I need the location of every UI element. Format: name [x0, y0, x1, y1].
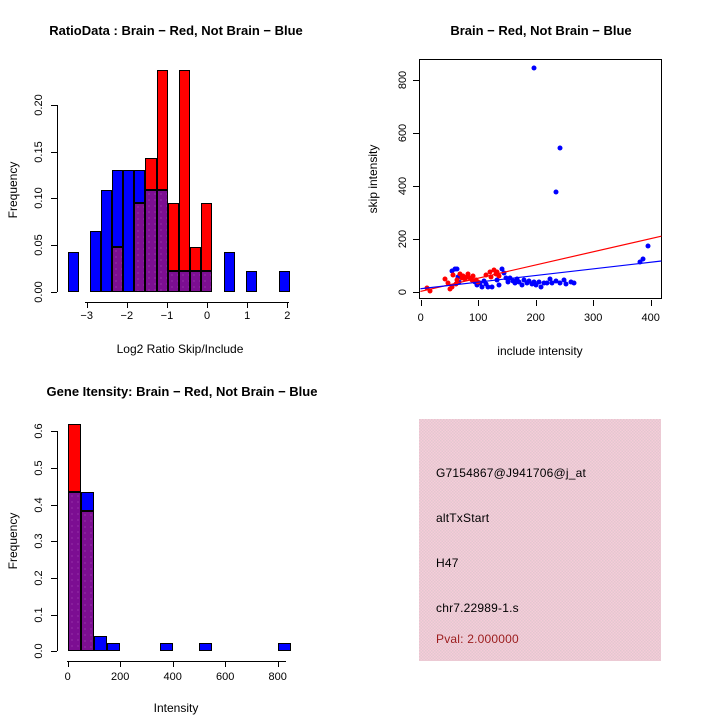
x-axis-tick: [68, 661, 69, 667]
scatter-title: Brain − Red, Not Brain − Blue: [450, 23, 632, 38]
hist-bar-blue: [112, 170, 123, 247]
hist-bar-red: [168, 203, 179, 271]
hist-bar-overlap: [168, 271, 179, 292]
x-axis-tick: [207, 302, 208, 308]
hist-bar-blue: [134, 170, 145, 203]
x-axis-tick: [87, 302, 88, 308]
hist-bar-blue: [160, 643, 173, 651]
x-axis-tick: [247, 302, 248, 308]
x-axis-tick: [167, 302, 168, 308]
x-tick-label: 200: [111, 671, 130, 683]
y-tick-label: 0.0: [33, 643, 45, 659]
y-axis-tick: [51, 578, 57, 579]
ratio-hist-xlabel: Log2 Ratio Skip/Include: [116, 342, 244, 356]
hist-bar-overlap: [179, 271, 190, 292]
y-tick-label: 0.2: [33, 570, 45, 586]
x-axis-tick: [651, 300, 652, 306]
y-axis-line: [57, 431, 58, 651]
hist-bar-blue: [68, 252, 79, 292]
hist-bar-blue: [94, 636, 107, 652]
x-tick-label: 0: [203, 310, 211, 322]
x-tick-label: 300: [584, 312, 603, 324]
hist-bar-overlap: [157, 190, 168, 292]
y-tick-label: 0.3: [33, 533, 45, 549]
gene-hist-title: Gene Itensity: Brain − Red, Not Brain − Blue: [46, 384, 318, 399]
info-box: [419, 419, 661, 661]
y-axis-tick: [51, 505, 57, 506]
y-tick-label: 400: [397, 176, 409, 196]
probe-id-text: G7154867@J941706@j_at: [436, 466, 587, 480]
y-tick-label: 600: [397, 123, 409, 143]
x-tick-label: 0: [417, 312, 424, 324]
hist-bar-blue: [90, 231, 101, 292]
hist-bar-red: [68, 424, 81, 492]
hist-bar-red: [201, 203, 212, 271]
scatter-xlabel: include intensity: [497, 344, 583, 358]
y-tick-label: 0.20: [33, 94, 45, 116]
y-axis-tick: [51, 105, 57, 106]
ratio-hist-title: RatioData : Brain − Red, Not Brain − Blue: [49, 23, 303, 38]
gene-hist-xlabel: Intensity: [153, 701, 199, 715]
y-axis-line: [57, 105, 58, 292]
y-tick-label: 0: [397, 288, 409, 295]
hist-bar-blue: [224, 252, 235, 292]
event-type-text: altTxStart: [436, 511, 490, 525]
x-tick-label: 400: [163, 671, 182, 683]
y-tick-label: 800: [397, 71, 409, 90]
y-tick-label: 0.5: [33, 460, 45, 476]
hist-bar-red: [179, 70, 190, 272]
x-axis-line: [85, 302, 289, 303]
y-tick-label: 0.1: [33, 606, 45, 623]
x-axis-tick: [120, 661, 121, 667]
hist-bar-overlap: [190, 271, 201, 292]
y-tick-label: 0.05: [33, 234, 45, 256]
brain-fit-line: [421, 236, 662, 291]
hist-bar-blue: [199, 643, 212, 651]
sample-id-text: H47: [436, 556, 459, 570]
x-axis-tick: [127, 302, 128, 308]
y-tick-label: 0.00: [33, 280, 45, 303]
hist-bar-overlap: [81, 511, 94, 651]
y-tick-label: 0.4: [33, 496, 45, 513]
fit-lines-svg: [419, 59, 661, 299]
x-axis-tick: [173, 661, 174, 667]
location-text: chr7.22989-1.s: [436, 601, 519, 615]
x-axis-tick: [225, 661, 226, 667]
y-tick-label: 200: [397, 229, 409, 249]
ratio-hist-ylabel: Frequency: [6, 161, 20, 219]
x-tick-label: −1: [160, 310, 174, 322]
x-tick-label: 1: [244, 310, 251, 322]
y-axis-tick: [51, 651, 57, 652]
x-axis-tick: [478, 300, 479, 306]
notbrain-fit-line: [421, 261, 662, 289]
x-tick-label: 400: [641, 312, 660, 324]
y-axis-tick: [51, 152, 57, 153]
hist-bar-blue: [278, 643, 291, 651]
x-tick-label: 100: [469, 312, 488, 324]
y-axis-tick: [51, 468, 57, 469]
x-tick-label: 800: [268, 671, 287, 683]
hist-bar-overlap: [201, 271, 212, 292]
scatter-ylabel: skip intensity: [366, 144, 380, 214]
hist-bar-blue: [81, 492, 94, 512]
y-axis-tick: [51, 198, 57, 199]
y-axis-tick: [51, 541, 57, 542]
hist-bar-blue: [101, 190, 112, 292]
hist-bar-red: [157, 70, 168, 190]
x-tick-label: −3: [80, 310, 93, 322]
hist-bar-overlap: [112, 247, 123, 292]
x-axis-tick: [421, 300, 422, 306]
x-tick-label: −2: [120, 310, 134, 322]
hist-bar-blue: [123, 170, 134, 291]
x-tick-label: 2: [284, 310, 291, 322]
y-axis-tick: [51, 615, 57, 616]
y-tick-label: 0.6: [33, 423, 45, 439]
hist-bar-overlap: [145, 190, 156, 292]
x-tick-label: 600: [216, 671, 235, 683]
hist-bar-overlap: [134, 203, 145, 292]
x-axis-tick: [278, 661, 279, 667]
x-axis-tick: [536, 300, 537, 306]
y-tick-label: 0.10: [33, 187, 45, 210]
pval-text: Pval: 2.000000: [436, 632, 519, 646]
hist-bar-blue: [279, 271, 290, 292]
hist-bar-blue: [246, 271, 257, 292]
hist-bar-red: [145, 158, 156, 190]
x-axis-line: [67, 661, 286, 662]
y-axis-tick: [51, 431, 57, 432]
hist-bar-red: [190, 247, 201, 271]
y-axis-tick: [51, 245, 57, 246]
x-tick-label: 0: [64, 671, 71, 683]
hist-bar-overlap: [68, 492, 81, 652]
hist-bar-blue: [107, 643, 120, 651]
y-axis-tick: [51, 292, 57, 293]
gene-hist-ylabel: Frequency: [6, 512, 20, 570]
x-tick-label: 200: [526, 312, 545, 324]
y-tick-label: 0.15: [33, 141, 45, 163]
x-axis-tick: [593, 300, 594, 306]
x-axis-tick: [287, 302, 288, 308]
